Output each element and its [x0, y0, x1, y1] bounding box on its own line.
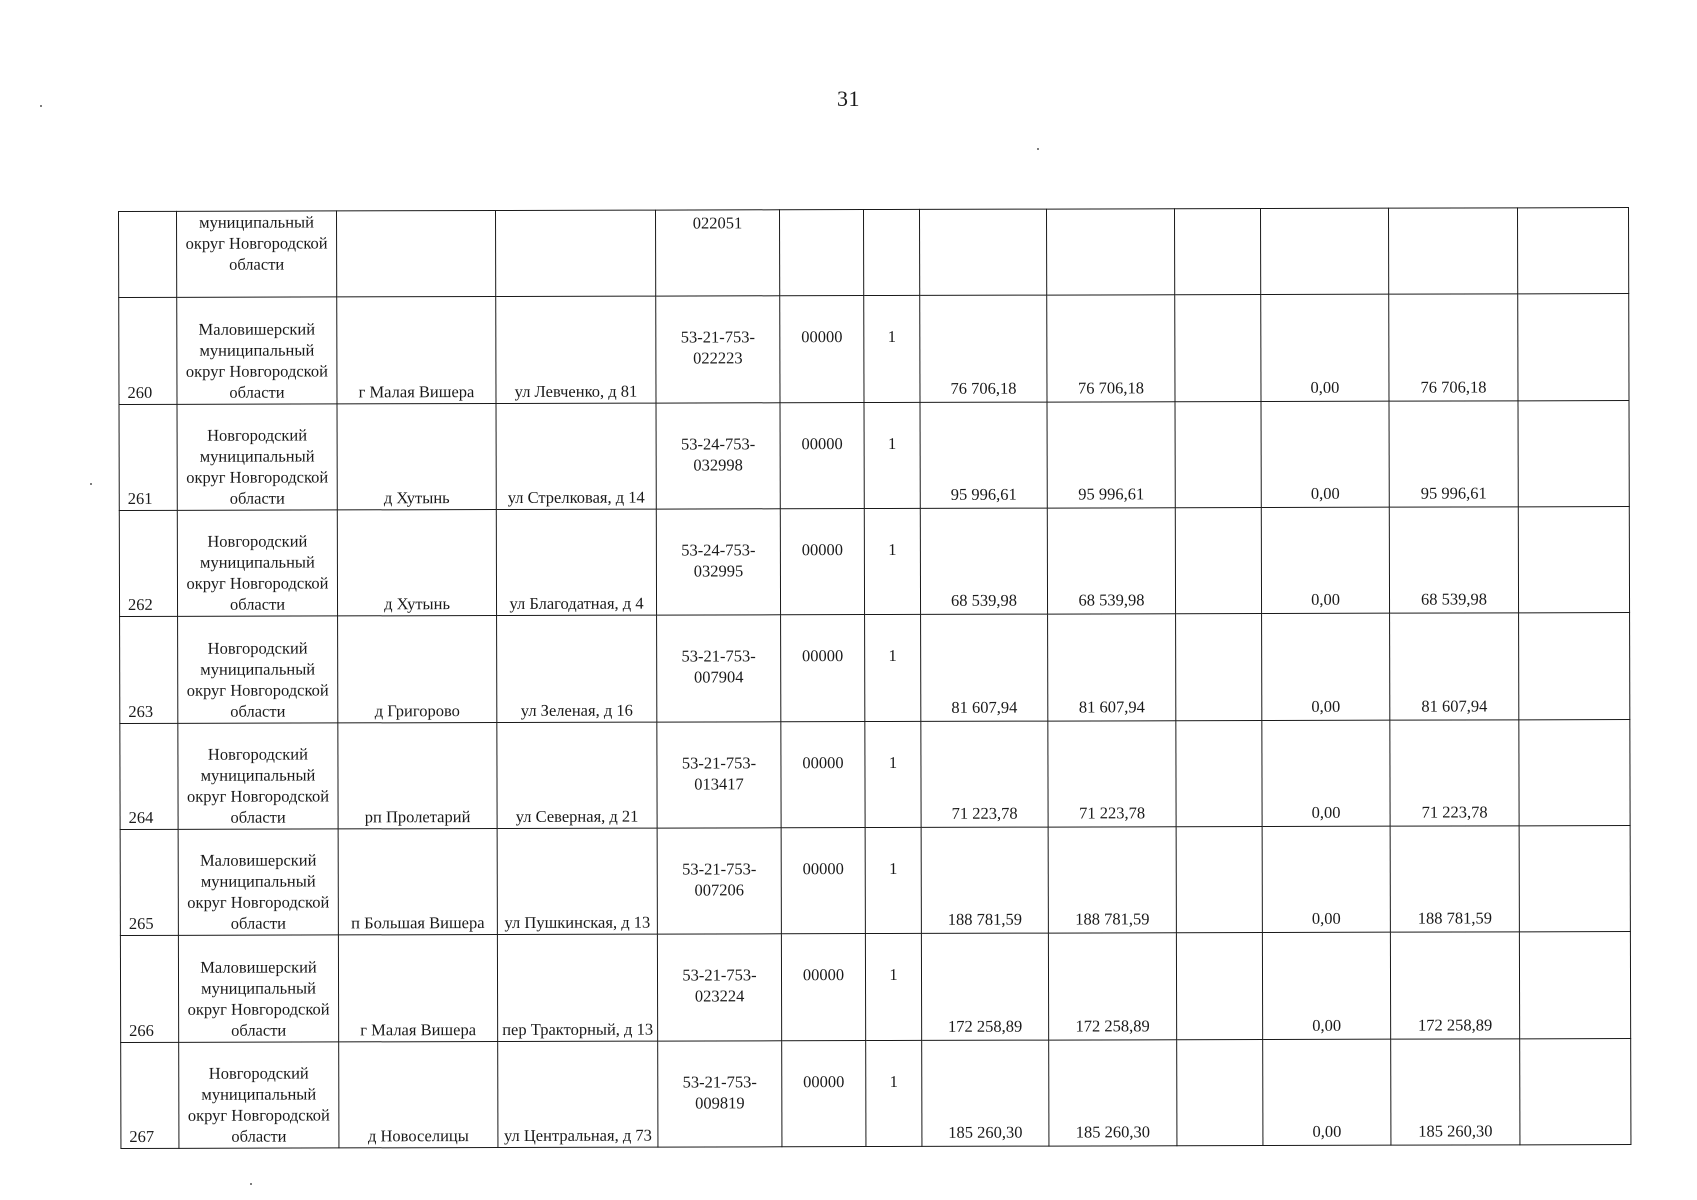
municipality-cell: Новгородский муниципальный округ Новгородской области [177, 404, 337, 511]
amount-6-cell [1519, 719, 1630, 826]
amount-5-cell: 81 607,94 [1390, 613, 1519, 720]
table-row [120, 719, 1630, 829]
row-number-cell: 265 [120, 829, 178, 935]
code-cell: 53-21-753-007206 [657, 828, 781, 935]
quantity-cell: 1 [865, 827, 921, 933]
street-cell: ул Центральная, д 73 [498, 1041, 658, 1148]
locality-cell: рп Пролетарий [338, 722, 497, 829]
municipality-cell: Новгородский муниципальный округ Новгородской области [178, 723, 338, 830]
amount-3-cell [1177, 1039, 1263, 1146]
amount-6-cell [1519, 932, 1630, 1039]
code-cell: 53-21-753-013417 [657, 721, 781, 828]
amount-3-cell [1174, 209, 1260, 295]
amount-2-cell: 95 996,61 [1047, 401, 1175, 508]
street-cell [496, 210, 656, 297]
amount-3-cell [1176, 933, 1262, 1040]
table-row [119, 294, 1629, 404]
zeros-cell: 00000 [781, 721, 865, 828]
municipality-cell: Новгородский муниципальный округ Новгородской области [177, 510, 337, 617]
municipality-cell: Маловишерский муниципальный округ Новгородской области [178, 829, 338, 936]
scan-speck [250, 1183, 252, 1185]
table-row [119, 400, 1629, 510]
amount-total-cell [919, 209, 1046, 296]
amount-4-cell: 0,00 [1262, 826, 1390, 933]
code-cell: 53-21-753-007904 [657, 615, 781, 722]
amount-4-cell [1260, 208, 1388, 295]
amount-3-cell [1175, 401, 1261, 508]
code-cell: 53-24-753-032998 [656, 402, 780, 509]
quantity-cell: 1 [866, 1040, 922, 1147]
code-cell: 53-21-753-009819 [658, 1040, 782, 1147]
locality-cell: д Хутынь [337, 509, 496, 616]
zeros-cell: 00000 [780, 296, 864, 403]
amount-total-cell: 71 223,78 [921, 721, 1048, 828]
table-row [121, 1038, 1631, 1148]
amount-6-cell [1518, 294, 1629, 401]
scan-speck [1037, 148, 1039, 150]
amount-4-cell: 0,00 [1262, 613, 1390, 720]
quantity-cell: 1 [865, 934, 921, 1040]
amount-4-cell: 0,00 [1261, 401, 1389, 508]
quantity-cell: 1 [865, 721, 921, 827]
amount-2-cell: 76 706,18 [1047, 295, 1175, 402]
table-row-continuation [119, 208, 1629, 298]
row-number-cell: 260 [119, 298, 177, 404]
table-row [119, 506, 1629, 616]
scan-speck [40, 105, 42, 107]
quantity-cell [863, 209, 919, 295]
registry-table-body [119, 208, 1631, 1149]
amount-5-cell: 185 260,30 [1391, 1038, 1520, 1145]
amount-2-cell: 172 258,89 [1048, 933, 1176, 1040]
amount-2-cell: 188 781,59 [1048, 827, 1176, 934]
locality-cell: д Хутынь [337, 403, 496, 510]
row-number-cell: 266 [120, 936, 178, 1042]
amount-3-cell [1175, 507, 1261, 614]
code-cell: 53-21-753-023224 [657, 934, 781, 1041]
amount-3-cell [1176, 826, 1262, 933]
amount-4-cell: 0,00 [1261, 507, 1389, 614]
amount-6-cell [1519, 825, 1630, 932]
amount-5-cell [1388, 208, 1517, 295]
street-cell: ул Благодатная, д 4 [496, 509, 656, 616]
amount-total-cell: 95 996,61 [920, 402, 1047, 509]
locality-cell: д Григорово [338, 616, 497, 723]
page-number: 31 [837, 86, 860, 111]
locality-cell [337, 211, 496, 298]
row-number-cell: 267 [121, 1042, 179, 1149]
quantity-cell: 1 [864, 296, 920, 402]
zeros-cell: 00000 [780, 402, 864, 509]
amount-4-cell: 0,00 [1263, 1039, 1391, 1146]
amount-4-cell: 0,00 [1262, 720, 1390, 827]
amount-3-cell [1175, 295, 1261, 402]
amount-2-cell: 71 223,78 [1048, 720, 1176, 827]
row-number-cell: 264 [120, 723, 178, 829]
amount-5-cell: 172 258,89 [1390, 932, 1519, 1039]
locality-cell: г Малая Вишера [337, 297, 496, 404]
amount-3-cell [1176, 614, 1262, 721]
amount-6-cell [1518, 506, 1629, 613]
municipality-cell: Маловишерский муниципальный округ Новгородской области [178, 935, 338, 1042]
amount-total-cell: 81 607,94 [921, 614, 1048, 721]
zeros-cell [779, 210, 863, 296]
quantity-cell: 1 [864, 508, 920, 614]
amount-2-cell: 81 607,94 [1048, 614, 1176, 721]
amount-5-cell: 95 996,61 [1389, 400, 1518, 507]
amount-2-cell [1046, 209, 1174, 296]
municipality-cell: муниципальный округ Новгородской области [177, 211, 337, 298]
street-cell: ул Зеленая, д 16 [497, 615, 657, 722]
table-row [120, 932, 1630, 1042]
amount-6-cell [1520, 1038, 1631, 1145]
quantity-cell: 1 [865, 615, 921, 721]
table-row [120, 613, 1630, 723]
row-number-cell: 262 [119, 510, 177, 616]
row-number-cell: 261 [119, 404, 177, 510]
amount-6-cell [1518, 400, 1629, 507]
amount-total-cell: 188 781,59 [921, 827, 1048, 934]
locality-cell: д Новоселицы [339, 1041, 498, 1148]
zeros-cell: 00000 [781, 615, 865, 722]
registry-table [118, 207, 1631, 1149]
locality-cell: г Малая Вишера [338, 935, 497, 1042]
street-cell: ул Северная, д 21 [497, 722, 657, 829]
row-number-cell: 263 [120, 617, 178, 723]
amount-5-cell: 68 539,98 [1389, 507, 1518, 614]
amount-5-cell: 71 223,78 [1390, 719, 1519, 826]
amount-total-cell: 68 539,98 [920, 508, 1047, 615]
zeros-cell: 00000 [782, 1040, 866, 1147]
municipality-cell: Новгородский муниципальный округ Новгородской области [179, 1041, 339, 1148]
street-cell: ул Пушкинская, д 13 [497, 828, 657, 935]
street-cell: пер Тракторный, д 13 [497, 934, 657, 1041]
amount-total-cell: 76 706,18 [920, 295, 1047, 402]
scan-speck [90, 483, 92, 485]
amount-5-cell: 188 781,59 [1390, 826, 1519, 933]
amount-6-cell [1517, 208, 1628, 295]
zeros-cell: 00000 [781, 827, 865, 934]
amount-4-cell: 0,00 [1262, 932, 1390, 1039]
amount-3-cell [1176, 720, 1262, 827]
code-cell: 53-24-753-032995 [656, 509, 780, 616]
quantity-cell: 1 [864, 402, 920, 508]
municipality-cell: Маловишерский муниципальный округ Новгородской области [177, 297, 337, 404]
amount-5-cell: 76 706,18 [1389, 294, 1518, 401]
street-cell: ул Левченко, д 81 [496, 296, 656, 403]
street-cell: ул Стрелковая, д 14 [496, 403, 656, 510]
locality-cell: п Большая Вишера [338, 828, 497, 935]
amount-2-cell: 68 539,98 [1047, 508, 1175, 615]
code-cell: 022051 [655, 210, 779, 297]
row-number-cell [119, 211, 177, 297]
amount-6-cell [1519, 613, 1630, 720]
zeros-cell: 00000 [780, 508, 864, 615]
amount-2-cell: 185 260,30 [1049, 1039, 1177, 1146]
amount-total-cell: 172 258,89 [921, 933, 1048, 1040]
zeros-cell: 00000 [781, 934, 865, 1041]
amount-total-cell: 185 260,30 [922, 1040, 1049, 1147]
table-row [120, 825, 1630, 935]
municipality-cell: Новгородский муниципальный округ Новгородской области [178, 616, 338, 723]
amount-4-cell: 0,00 [1261, 294, 1389, 401]
code-cell: 53-21-753-022223 [656, 296, 780, 403]
